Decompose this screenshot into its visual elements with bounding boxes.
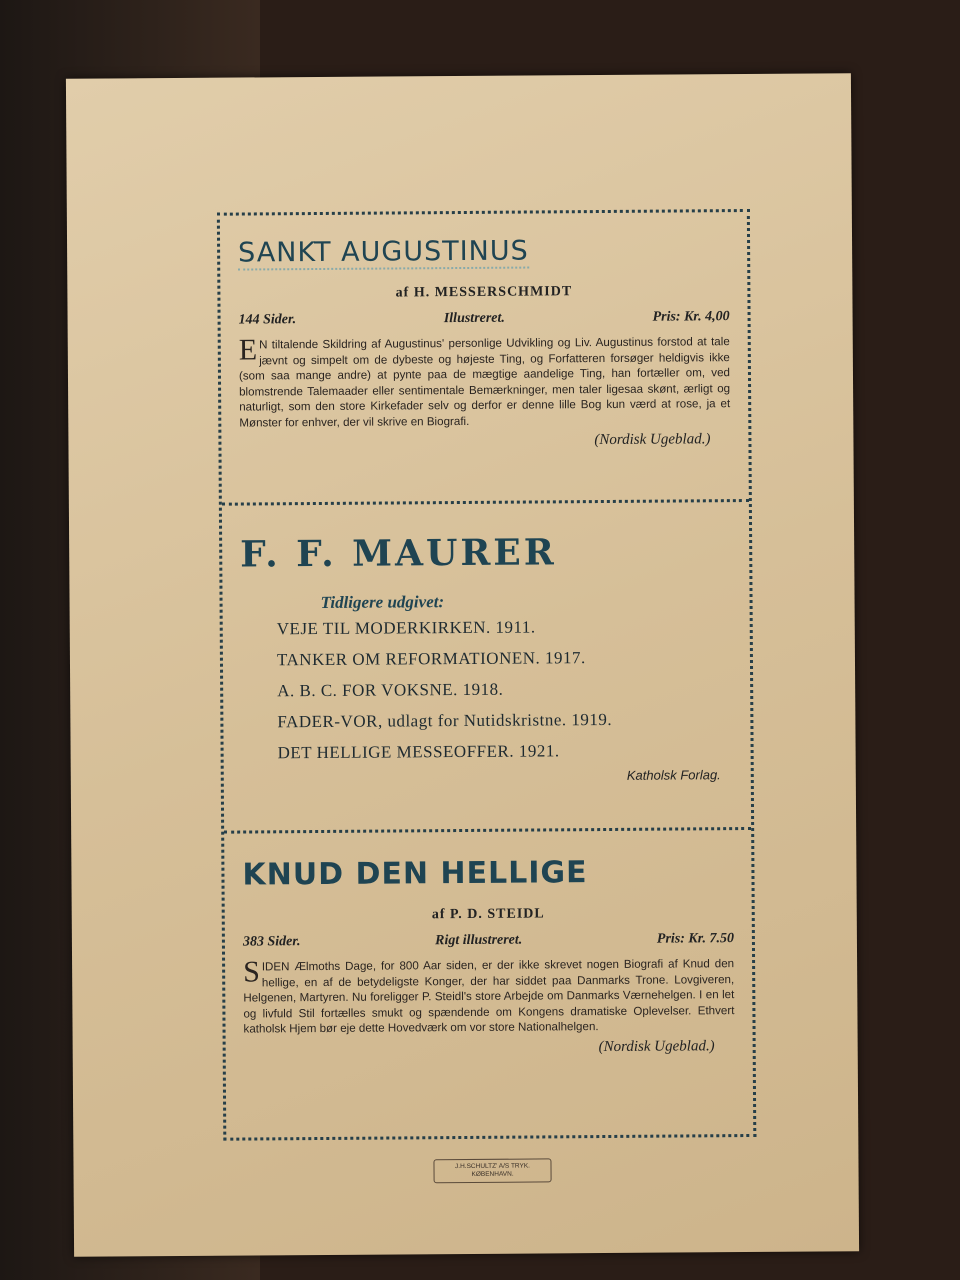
ad-sankt-augustinus xyxy=(220,212,749,506)
price: Pris: Kr. 4,00 xyxy=(652,309,730,325)
printer-mark xyxy=(433,1158,551,1183)
review-text: IDEN Ælmoths Dage, for 800 Aar siden, er der ikke skrevet nogen Biografi af Knud den hellige, en af de betydeligste Konger, der har siddet paa Danmarks Trone. Lovgiveren, Helgenen, Martyren. Nu foreligger P. Steidl's store Arbejde om Danmarks Værnehelgen. I en let og livfuld Stil fortælles smukt og spændende om Kongens dramatiske Oplevelser. Ethvert katholsk Hjem bør eje dette Hovedværk om vor store Nationalhelgen. xyxy=(243,957,735,1036)
drop-cap: E xyxy=(238,333,258,367)
ad-title: KNUD DEN HELLIGE xyxy=(242,855,588,893)
price: Pris: Kr. 7.50 xyxy=(656,931,734,947)
subtitle: Tidligere udgivet: xyxy=(320,592,445,612)
work-item: A. B. C. FOR VOKSNE. 1918. xyxy=(277,679,504,701)
printer-name: J.H.SCHULTZ' A/S TRYK. xyxy=(455,1162,530,1171)
work-item: FADER-VOR, udlagt for Nutidskristne. 1919. xyxy=(277,709,613,732)
review-source: (Nordisk Ugeblad.) xyxy=(594,431,711,449)
publisher: Katholsk Forlag. xyxy=(626,767,721,783)
review-source: (Nordisk Ugeblad.) xyxy=(598,1037,715,1055)
ad-frame xyxy=(217,209,756,1141)
paper-page xyxy=(66,73,859,1256)
ad-title: SANKT AUGUSTINUS xyxy=(238,214,529,271)
work-item: DET HELLIGE MESSEOFFER. 1921. xyxy=(277,741,560,763)
ad-knud-den-hellige xyxy=(224,830,753,1142)
ad-title: F. F. MAURER xyxy=(240,531,557,576)
drop-cap: S xyxy=(243,955,260,989)
work-item: VEJE TIL MODERKIRKEN. 1911. xyxy=(276,617,536,639)
ad-author: af H. MESSERSCHMIDT xyxy=(395,284,573,301)
printer-city: KØBENHAVN. xyxy=(471,1170,514,1178)
ad-author: af P. D. STEIDL xyxy=(431,906,545,923)
page-count: 383 Sider. xyxy=(242,934,301,950)
ad-maurer xyxy=(222,502,751,834)
review-text: N tiltalende Skildring af Augustinus' personlige Udvikling og Liv. Augustinus forstod at tale jævnt og simpelt om de dybeste og højeste Ting, og Forfatteren forsøger heldigvis ikke (som saa mange andre) at pynte paa de mægtige aandelige Ting, han fortæller om, ved blomstrende Talemaader eller sentimentale Bemærkninger, men taler ligesaa skønt, ærligt og naturligt, som den store Kirkefader selv og derfor er denne lille Bog kun værd at rose, ja et Mønster for enhver, der vil skrive en Biografi. xyxy=(238,335,731,430)
illustration-note: Illustreret. xyxy=(443,310,505,327)
work-item: TANKER OM REFORMATIONEN. 1917. xyxy=(276,648,586,670)
page-count: 144 Sider. xyxy=(238,312,297,328)
illustration-note: Rigt illustreret. xyxy=(435,932,523,949)
